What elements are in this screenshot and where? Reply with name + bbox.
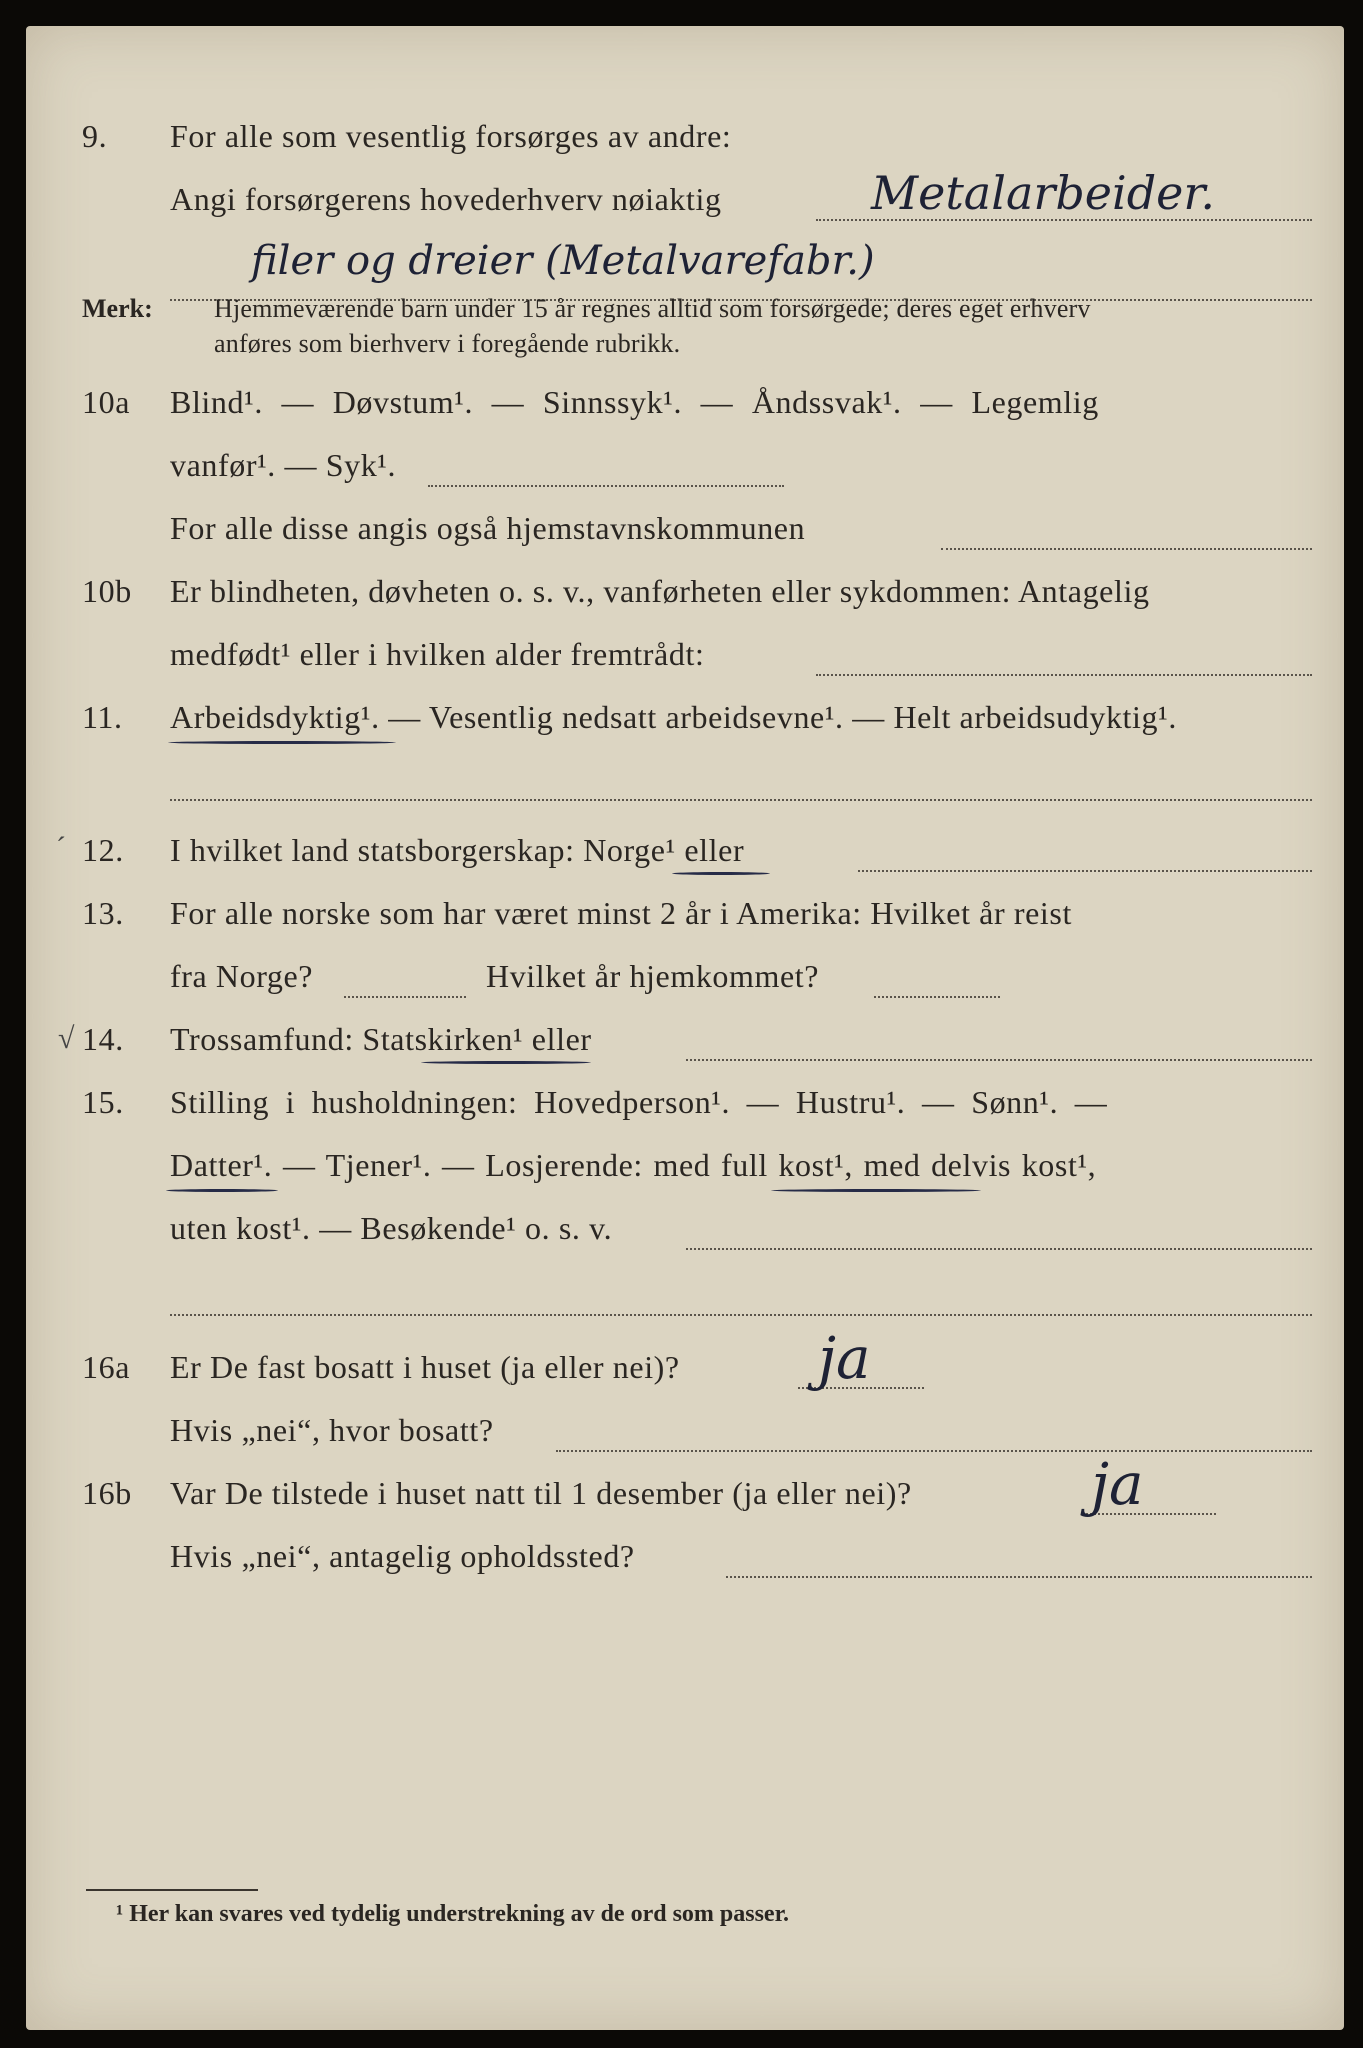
handwritten-underline (166, 1189, 278, 1192)
question-16b-line-1 (26, 1475, 1344, 1535)
question-text: vanfør¹. — Syk¹. (170, 447, 397, 483)
question-text: Hvilket år hjemkommet? (486, 958, 820, 994)
handwritten-occupation-detail: filer og dreier (Metalvarefabr.) (251, 238, 875, 284)
question-text: Blind¹. — Døvstum¹. — Sinnssyk¹. — Åndssvak¹. — Legemlig (170, 384, 1099, 420)
question-text: Er blindheten, døvheten o. s. v., vanførheten eller sykdommen: Antagelig (170, 573, 1150, 609)
question-text: Stilling i husholdningen: Hovedperson¹. — Hustru¹. — Sønn¹. — (170, 1084, 1108, 1120)
question-text: fra Norge? (170, 958, 314, 994)
question-10a-line-3 (26, 510, 1344, 570)
question-number: 12. (82, 832, 124, 868)
handwritten-underline (168, 741, 396, 744)
question-number: 10b (82, 573, 132, 609)
question-11 (26, 699, 1344, 759)
question-16b-line-2 (26, 1538, 1344, 1598)
note-label: Merk: (82, 294, 153, 323)
question-text: Er De fast bosatt i huset (ja eller nei)? (170, 1349, 680, 1385)
question-15-line-1 (26, 1084, 1344, 1144)
answer-line[interactable] (858, 870, 1312, 872)
handwritten-occupation: Metalarbeider. (871, 166, 1215, 220)
census-form-page (26, 26, 1344, 2030)
answer-line[interactable] (686, 1059, 1312, 1061)
answer-line[interactable] (170, 799, 1312, 801)
question-text: Datter¹. — Tjener¹. — Losjerende: med full kost¹, med delvis kost¹, (170, 1147, 1097, 1183)
question-number: 16a (82, 1349, 131, 1385)
question-16a-line-1 (26, 1349, 1344, 1409)
question-text: Hvis „nei“, antagelig opholdssted? (170, 1538, 635, 1574)
question-13-line-1 (26, 895, 1344, 955)
question-number: 15. (82, 1084, 124, 1120)
question-text: Angi forsørgerens hovederhverv nøiaktig (170, 181, 722, 217)
handwritten-answer-yes: ja (818, 1324, 871, 1392)
question-12 (26, 832, 1344, 892)
answer-line[interactable] (816, 674, 1312, 676)
answer-line[interactable] (344, 996, 466, 998)
question-14 (26, 1021, 1344, 1081)
question-10a-line-2 (26, 447, 1344, 507)
handwritten-underline (421, 1061, 591, 1064)
handwritten-underline (771, 1189, 981, 1192)
question-number: 10a (82, 384, 131, 420)
note-text-line-1: Hjemmeværende barn under 15 år regnes alltid som forsørgede; deres eget erhverv (214, 294, 1091, 323)
question-number: 13. (82, 895, 124, 931)
margin-tick-mark: ˊ (56, 831, 66, 864)
question-text: For alle norske som har været minst 2 år i Amerika: Hvilket år reist (170, 895, 1072, 931)
footnote-rule (86, 1889, 258, 1891)
question-number: 11. (82, 699, 123, 735)
question-13-line-2 (26, 958, 1344, 1018)
handwritten-underline (672, 872, 770, 875)
answer-line[interactable] (556, 1450, 1312, 1452)
question-text: uten kost¹. — Besøkende¹ o. s. v. (170, 1210, 613, 1246)
answer-line[interactable] (726, 1576, 1312, 1578)
question-16a-line-2 (26, 1412, 1344, 1472)
question-15-line-3 (26, 1210, 1344, 1270)
note-text-line-2: anføres som bierhverv i foregående rubrikk. (214, 329, 681, 358)
question-text: Hvis „nei“, hvor bosatt? (170, 1412, 494, 1448)
question-text: Trossamfund: Statskirken¹ eller (170, 1021, 592, 1057)
answer-line[interactable] (874, 996, 1000, 998)
question-15-line-2 (26, 1147, 1344, 1207)
answer-line[interactable] (686, 1248, 1312, 1250)
margin-tick-mark: √ (58, 1022, 75, 1055)
question-number: 9. (82, 118, 108, 154)
answer-line[interactable] (428, 485, 784, 487)
question-text: For alle disse angis også hjemstavnskommunen (170, 510, 806, 546)
question-text: medfødt¹ eller i hvilken alder fremtrådt: (170, 636, 705, 672)
handwritten-answer-yes: ja (1091, 1450, 1144, 1518)
question-number: 14. (82, 1021, 124, 1057)
question-number: 16b (82, 1475, 132, 1511)
footnote: ¹ Her kan svares ved tydelig understrekning av de ord som passer. (116, 1901, 790, 1927)
answer-line[interactable] (170, 1314, 1312, 1316)
question-text: I hvilket land statsborgerskap: Norge¹ eller (170, 832, 745, 868)
answer-line[interactable] (941, 548, 1312, 550)
question-10b-line-1 (26, 573, 1344, 633)
question-text: Var De tilstede i huset natt til 1 desember (ja eller nei)? (170, 1475, 912, 1511)
question-10a-line-1 (26, 384, 1344, 444)
question-text: Arbeidsdyktig¹. — Vesentlig nedsatt arbeidsevne¹. — Helt arbeidsudyktig¹. (170, 699, 1177, 735)
question-text: For alle som vesentlig forsørges av andre: (170, 118, 732, 154)
question-10b-line-2 (26, 636, 1344, 696)
